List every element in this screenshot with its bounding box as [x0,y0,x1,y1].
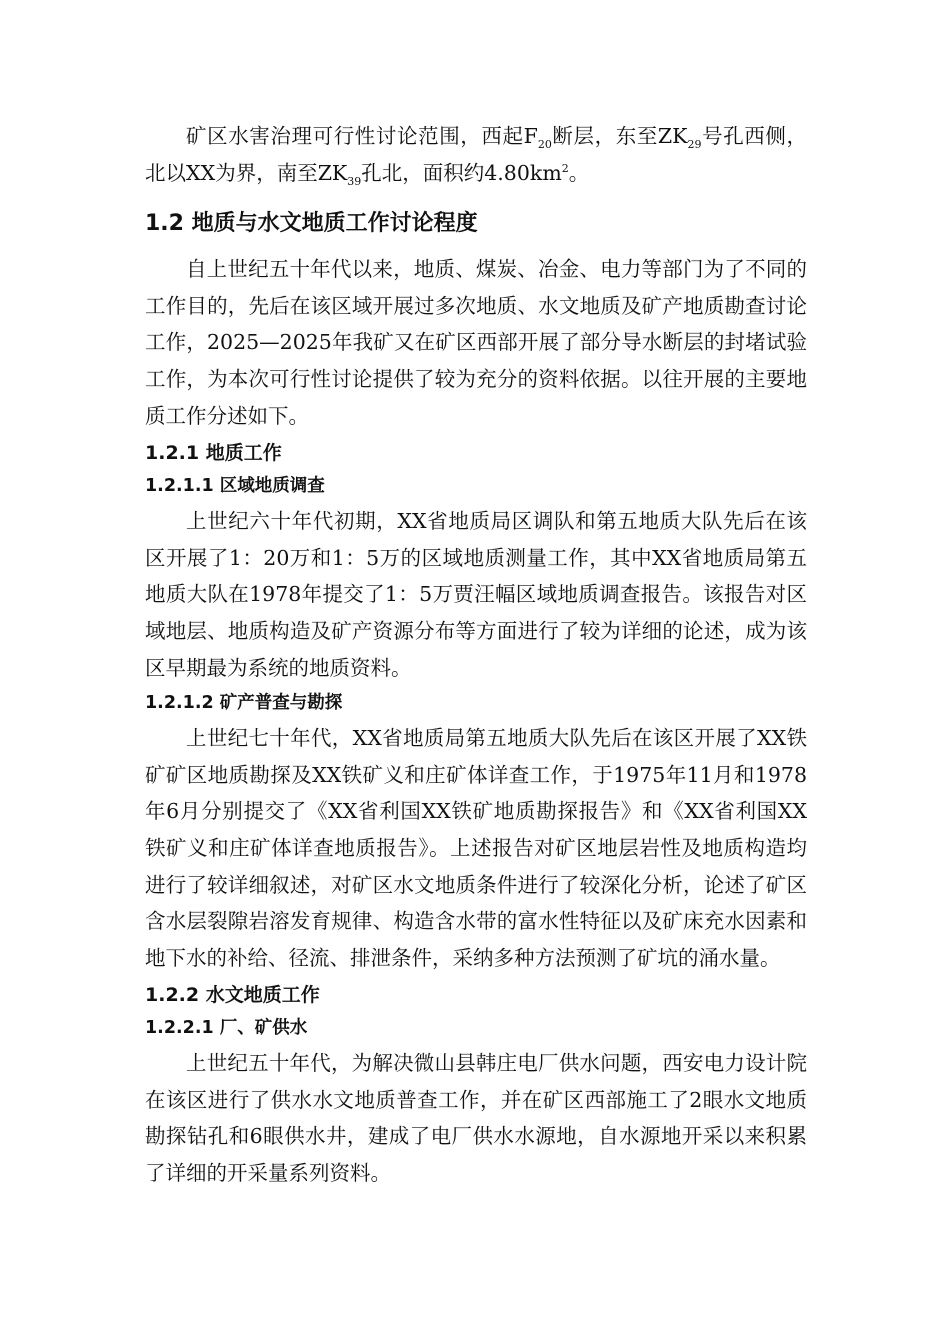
intro-text-5: 。 [568,160,590,185]
intro-text-3: 号孔西侧，北以XX为界，南至ZK [145,124,808,185]
heading-1-2-1: 1.2.1 地质工作 [145,442,282,465]
heading-1-2-1-2: 1.2.1.2 矿产普查与勘探 [145,693,343,714]
area-superscript: 2 [561,161,569,175]
paragraph-1-2-1-2: 上世纪七十年代，XX省地质局第五地质大队先后在该区开展了XX铁矿矿区地质勘探及XX铁矿义和庄矿体详查工作，于1975年11月和1978年6月分别提交了《XX省利国XX铁矿地质勘探报告》和《XX省利国XX铁矿义和庄矿体详查地质报告》。上述报告对矿区地层岩性及地质构造均进行了较详细叙述，对矿区水文地质条件进行了较深化分析，论述了矿区含水层裂隙岩溶发育规律、构造含水带的富水性特征以及矿床充水因素和地下水的补给、径流、排泄条件，采纳多种方法预测了矿坑的涌水量。 [145,726,807,970]
document-page [145,118,807,1192]
intro-text-2: 断层，东至ZK [551,124,688,148]
intro-text-4: 孔北，面积约4.80km [361,160,562,185]
heading-1-2: 1.2 地质与水文地质工作讨论程度 [145,211,478,237]
paragraph-1-2-1-1: 上世纪六十年代初期，XX省地质局区调队和第五地质大队先后在该区开展了1：20万和1：5万的区域地质测量工作，其中XX省地质局第五地质大队在1978年提交了1：5万贾汪幅区域地质调查报告。该报告对区域地层、地质构造及矿产资源分布等方面进行了较为详细的论述，成为该区早期最为系统的地质资料。 [145,509,807,680]
fault-subscript: 20 [537,138,552,152]
intro-text-1: 矿区水害治理可行性讨论范围，西起F [186,124,538,148]
intro-paragraph [145,118,807,191]
zk29-subscript: 29 [687,138,702,152]
zk39-subscript: 39 [347,174,362,188]
heading-1-2-2-1: 1.2.2.1 厂、矿供水 [145,1018,308,1039]
paragraph-1-2: 自上世纪五十年代以来，地质、煤炭、冶金、电力等部门为了不同的工作目的，先后在该区域开展过多次地质、水文地质及矿产地质勘查讨论工作，2025—2025年我矿又在矿区西部开展了部分导水断层的封堵试验工作，为本次可行性讨论提供了较为充分的资料依据。以往开展的主要地质工作分述如下。 [145,257,807,428]
paragraph-1-2-2-1: 上世纪五十年代，为解决微山县韩庄电厂供水问题，西安电力设计院在该区进行了供水水文地质普查工作，并在矿区西部施工了2眼水文地质勘探钻孔和6眼供水井，建成了电厂供水水源地，自水源地开采以来积累了详细的开采量系列资料。 [145,1051,807,1186]
heading-1-2-2: 1.2.2 水文地质工作 [145,984,320,1007]
heading-1-2-1-1: 1.2.1.1 区域地质调查 [145,476,325,497]
